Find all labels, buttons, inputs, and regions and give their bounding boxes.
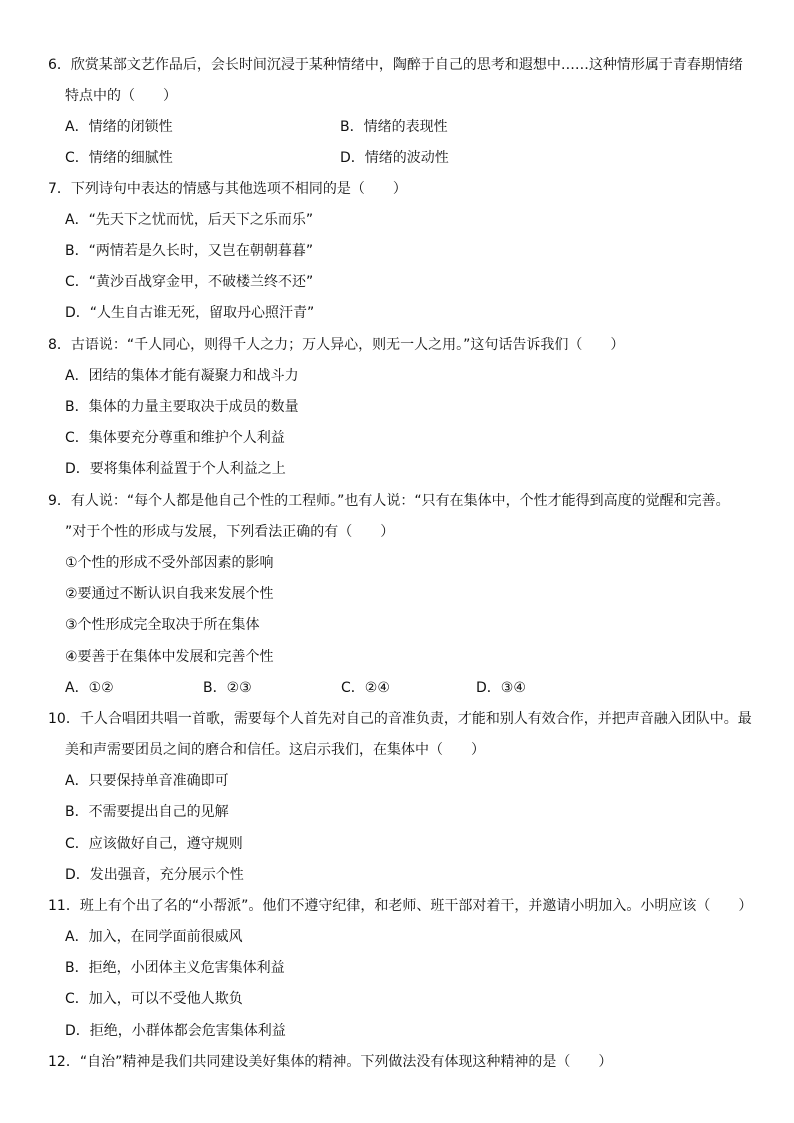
question-11-option-b: B．拒绝，小团体主义危害集体利益 <box>65 960 285 976</box>
question-10-stem: 10．千人合唱团共唱一首歌，需要每个人首先对自己的音准负责，才能和别人有效合作，并把声音融入团队中。最 <box>48 711 752 727</box>
question-11-option-d: D．拒绝，小群体都会危害集体利益 <box>65 1023 286 1039</box>
question-6-option-d: D．情绪的波动性 <box>340 150 449 166</box>
question-6-option-a: A．情绪的闭锁性 <box>65 119 173 135</box>
question-7-option-d: D．“人生自古谁无死，留取丹心照汗青” <box>65 305 315 321</box>
question-8-option-d: D．要将集体利益置于个人利益之上 <box>65 461 286 477</box>
question-6-option-b: B．情绪的表现性 <box>340 119 448 135</box>
question-6-option-c: C．情绪的细腻性 <box>65 150 173 166</box>
question-8-option-c: C．集体要充分尊重和维护个人利益 <box>65 430 285 446</box>
question-9-statement-4: ④要善于在集体中发展和完善个性 <box>65 649 274 665</box>
question-10-option-b: B．不需要提出自己的见解 <box>65 804 229 820</box>
question-9-stem-cont: ”对于个性的形成与发展，下列看法正确的有（ ） <box>65 524 395 540</box>
question-10-stem-cont: 美和声需要团员之间的磨合和信任。这启示我们，在集体中（ ） <box>65 742 485 758</box>
question-8-option-a: A．团结的集体才能有凝聚力和战斗力 <box>65 368 299 384</box>
question-9-stem: 9．有人说：“每个人都是他自己个性的工程师。”也有人说：“只有在集体中，个性才能得到高度的觉醒和完善。 <box>48 493 730 509</box>
question-7-option-b: B．“两情若是久长时，又岂在朝朝暮暮” <box>65 243 314 259</box>
question-11-option-a: A．加入，在同学面前很威风 <box>65 929 243 945</box>
question-12-stem: 12．“自治”精神是我们共同建设美好集体的精神。下列做法没有体现这种精神的是（ ） <box>48 1054 613 1070</box>
question-9-option-b: B．②③ <box>203 680 252 696</box>
question-9-statement-3: ③个性形成完全取决于所在集体 <box>65 617 260 633</box>
question-10-option-a: A．只要保持单音准确即可 <box>65 773 229 789</box>
question-11-option-c: C．加入，可以不受他人欺负 <box>65 991 243 1007</box>
question-8-stem: 8．古语说：“千人同心，则得千人之力；万人异心，则无一人之用。”这句话告诉我们（ ） <box>48 337 625 353</box>
question-7-stem: 7．下列诗句中表达的情感与其他选项不相同的是（ ） <box>48 181 407 197</box>
question-9-statement-1: ①个性的形成不受外部因素的影响 <box>65 555 274 571</box>
question-9-option-c: C．②④ <box>341 680 390 696</box>
question-8-option-b: B．集体的力量主要取决于成员的数量 <box>65 399 299 415</box>
question-6-stem: 6．欣赏某部文艺作品后，会长时间沉浸于某种情绪中，陶醉于自己的思考和遐想中……这种情形属于青春期情绪 <box>48 57 743 73</box>
question-10-option-c: C．应该做好自己，遵守规则 <box>65 836 243 852</box>
question-9-option-a: A．①② <box>65 680 114 696</box>
question-7-option-a: A．“先天下之忧而忧，后天下之乐而乐” <box>65 212 314 228</box>
question-9-option-d: D．③④ <box>476 680 526 696</box>
question-7-option-c: C．“黄沙百战穿金甲，不破楼兰终不还” <box>65 274 314 290</box>
question-10-option-d: D．发出强音，充分展示个性 <box>65 867 244 883</box>
question-11-stem: 11．班上有个出了名的“小帮派”。他们不遵守纪律，和老师、班干部对着干，并邀请小明加入。小明应该（ ） <box>48 898 753 914</box>
question-6-stem-cont: 特点中的（ ） <box>65 88 177 104</box>
question-9-statement-2: ②要通过不断认识自我来发展个性 <box>65 586 274 602</box>
